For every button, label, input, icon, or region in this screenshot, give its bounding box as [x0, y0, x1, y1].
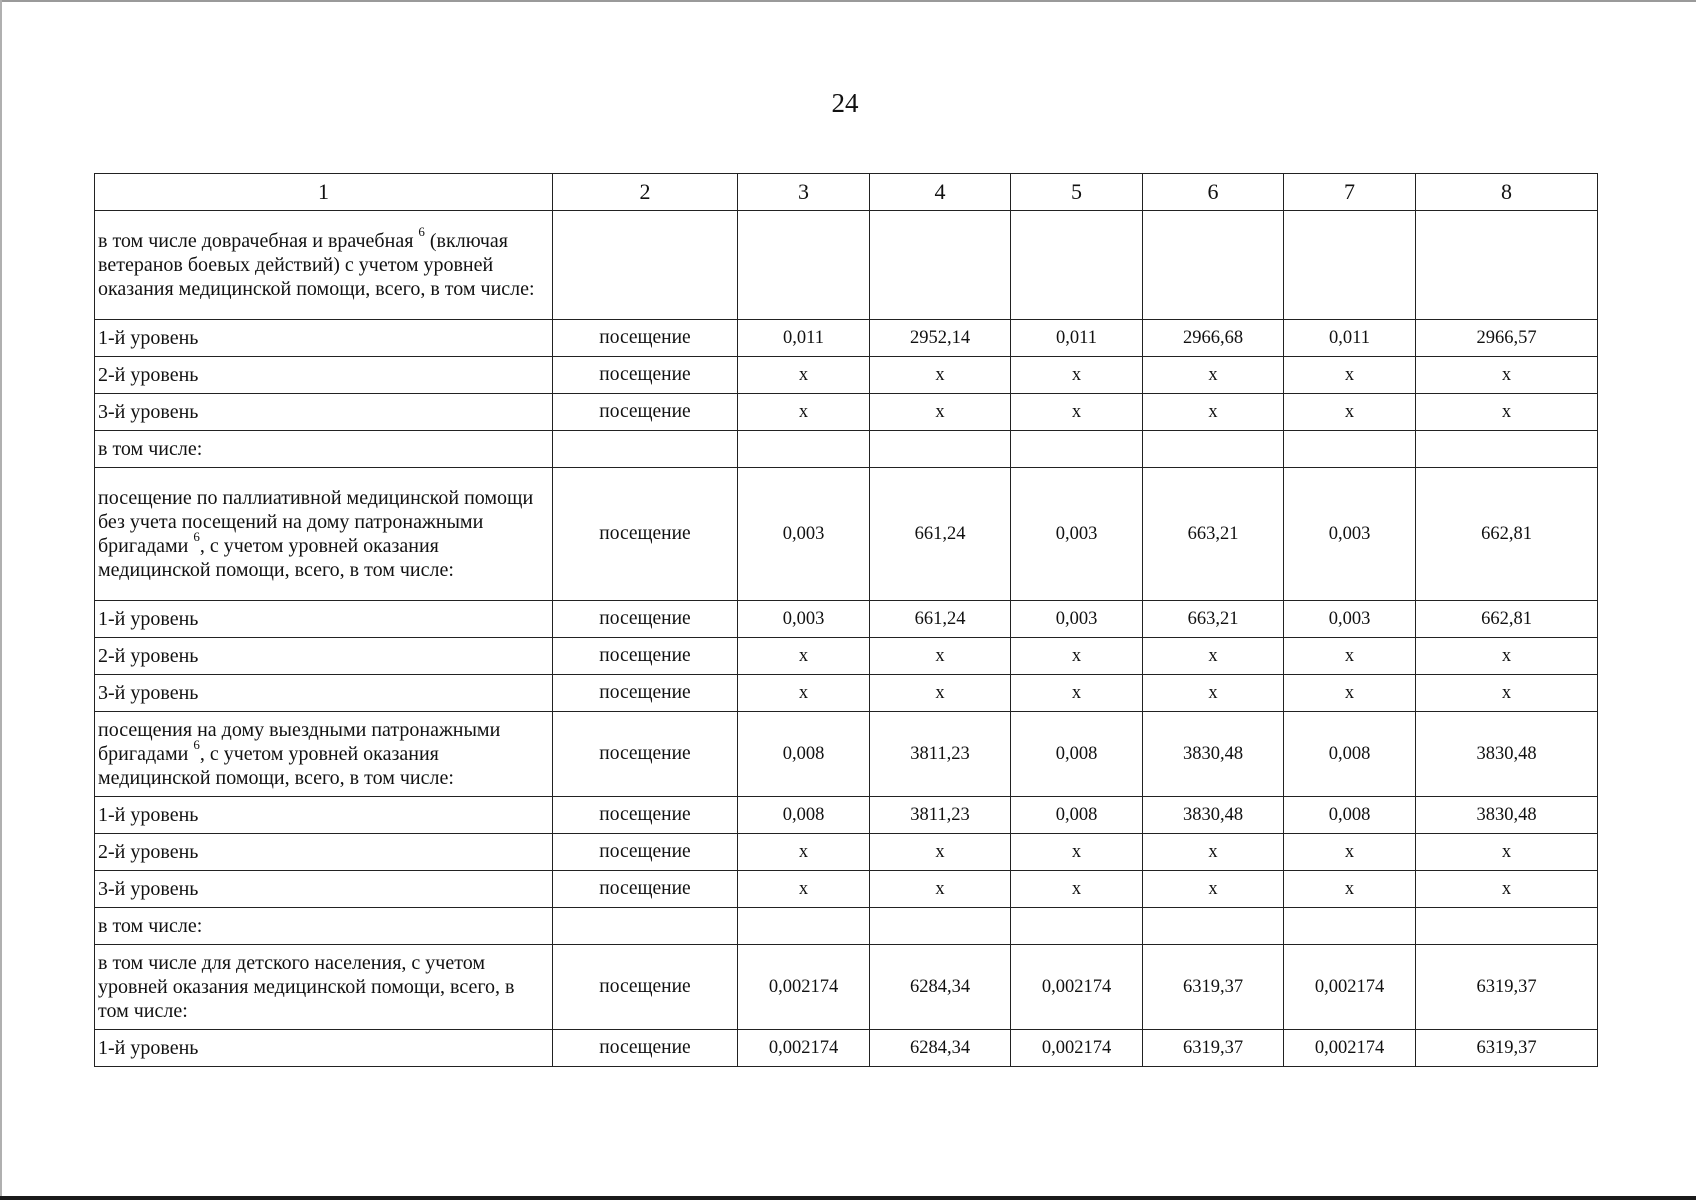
value-cell: 2952,14 [870, 320, 1011, 357]
unit-cell: посещение [553, 394, 738, 431]
value-cell: х [1284, 871, 1416, 908]
value-cell: 3830,48 [1143, 797, 1284, 834]
value-cell: 663,21 [1143, 468, 1284, 601]
table-row [95, 675, 1598, 712]
unit-cell: посещение [553, 1030, 738, 1067]
row-name-text: 1-й уровень [98, 804, 199, 826]
value-cell: х [870, 394, 1011, 431]
unit-cell: посещение [553, 601, 738, 638]
value-cell: х [1143, 394, 1284, 431]
column-number-row [95, 174, 1598, 211]
column-header: 7 [1284, 174, 1416, 211]
value-cell: х [738, 675, 870, 712]
value-cell: х [870, 638, 1011, 675]
value-cell: 3811,23 [870, 712, 1011, 797]
value-cell: х [1284, 394, 1416, 431]
value-cell [1011, 431, 1143, 468]
unit-cell: посещение [553, 468, 738, 601]
value-cell: 6284,34 [870, 945, 1011, 1030]
value-cell: х [870, 834, 1011, 871]
row-name-cell [95, 675, 553, 712]
value-cell: х [1143, 871, 1284, 908]
table-row [95, 394, 1598, 431]
value-cell [1416, 431, 1598, 468]
value-cell: х [738, 394, 870, 431]
row-name-cell [95, 871, 553, 908]
value-cell [1143, 431, 1284, 468]
value-cell: х [738, 871, 870, 908]
value-cell: х [1416, 871, 1598, 908]
value-cell: 0,003 [1011, 468, 1143, 601]
value-cell: 3830,48 [1416, 712, 1598, 797]
value-cell: х [1416, 675, 1598, 712]
value-cell: х [1416, 638, 1598, 675]
value-cell: х [738, 357, 870, 394]
value-cell: 0,002174 [1284, 1030, 1416, 1067]
column-header: 2 [553, 174, 738, 211]
row-name-text: (включая ветеранов боевых действий) с учетом уровней оказания медицинской помощи, всего, в том числе: [98, 230, 535, 300]
page-number: 24 [831, 88, 859, 118]
value-cell: 0,003 [1284, 468, 1416, 601]
value-cell: 0,011 [738, 320, 870, 357]
value-cell: х [870, 357, 1011, 394]
value-cell: х [1416, 394, 1598, 431]
column-header: 5 [1011, 174, 1143, 211]
row-name-text: посещение по паллиативной медицинской помощи без учета посещений на дому патронажными бригадами [98, 487, 534, 557]
value-cell: 0,002174 [1011, 1030, 1143, 1067]
value-cell: 6319,37 [1416, 945, 1598, 1030]
value-cell: 0,002174 [1284, 945, 1416, 1030]
value-cell: 2966,57 [1416, 320, 1598, 357]
value-cell [1143, 908, 1284, 945]
value-cell: х [738, 834, 870, 871]
scan-edge-left [0, 0, 2, 1200]
value-cell: х [738, 638, 870, 675]
value-cell: 0,002174 [1011, 945, 1143, 1030]
value-cell: 663,21 [1143, 601, 1284, 638]
value-cell [1416, 211, 1598, 320]
value-cell [1284, 211, 1416, 320]
row-name-cell [95, 834, 553, 871]
value-cell [1011, 908, 1143, 945]
row-name-text: 3-й уровень [98, 682, 199, 704]
value-cell: х [1011, 638, 1143, 675]
row-name-cell [95, 712, 553, 797]
row-name-cell [95, 1030, 553, 1067]
value-cell: х [1011, 357, 1143, 394]
value-cell: 6319,37 [1143, 945, 1284, 1030]
row-name-text: , с учетом уровней оказания медицинской помощи, всего, в том числе: [98, 535, 454, 581]
unit-cell [553, 211, 738, 320]
unit-cell: посещение [553, 712, 738, 797]
table-row [95, 638, 1598, 675]
value-cell: х [1284, 357, 1416, 394]
table-row [95, 908, 1598, 945]
value-cell: 0,011 [1284, 320, 1416, 357]
row-name-text: посещения на дому выездными патронажными бригадами [98, 719, 501, 765]
row-name-text: , с учетом уровней оказания медицинской помощи, всего, в том числе: [98, 743, 454, 789]
value-cell: 661,24 [870, 601, 1011, 638]
unit-cell [553, 431, 738, 468]
value-cell: х [1011, 871, 1143, 908]
value-cell: 6319,37 [1143, 1030, 1284, 1067]
table-row [95, 468, 1598, 601]
value-cell [870, 908, 1011, 945]
table-row [95, 712, 1598, 797]
unit-cell: посещение [553, 834, 738, 871]
value-cell: х [1143, 834, 1284, 871]
row-name-cell [95, 638, 553, 675]
unit-cell [553, 908, 738, 945]
footnote-marker: 6 [418, 224, 425, 240]
row-name-cell [95, 320, 553, 357]
table-row [95, 834, 1598, 871]
value-cell: 0,011 [1011, 320, 1143, 357]
unit-cell: посещение [553, 357, 738, 394]
scan-edge-top [0, 0, 1696, 2]
row-name-cell [95, 211, 553, 320]
value-cell: 6284,34 [870, 1030, 1011, 1067]
value-cell [870, 211, 1011, 320]
row-name-text: 1-й уровень [98, 608, 199, 630]
row-name-text: 2-й уровень [98, 645, 199, 667]
value-cell: 3830,48 [1416, 797, 1598, 834]
data-table [94, 173, 1598, 1067]
unit-cell: посещение [553, 945, 738, 1030]
value-cell: х [1143, 675, 1284, 712]
value-cell [1011, 211, 1143, 320]
row-name-cell [95, 468, 553, 601]
value-cell: 2966,68 [1143, 320, 1284, 357]
table-row [95, 871, 1598, 908]
value-cell: х [1011, 394, 1143, 431]
unit-cell: посещение [553, 871, 738, 908]
column-header: 8 [1416, 174, 1598, 211]
value-cell: 0,008 [1011, 712, 1143, 797]
table-row [95, 431, 1598, 468]
row-name-text: в том числе доврачебная и врачебная [98, 230, 419, 252]
row-name-text: в том числе для детского населения, с учетом уровней оказания медицинской помощи, всего, в том числе: [98, 952, 515, 1022]
column-header: 1 [95, 174, 553, 211]
table-row [95, 601, 1598, 638]
row-name-text: 3-й уровень [98, 878, 199, 900]
row-name-text: 1-й уровень [98, 1037, 199, 1059]
value-cell: 0,003 [738, 468, 870, 601]
row-name-cell [95, 908, 553, 945]
table-row [95, 797, 1598, 834]
value-cell [870, 431, 1011, 468]
table-row [95, 1030, 1598, 1067]
unit-cell: посещение [553, 797, 738, 834]
value-cell [738, 908, 870, 945]
value-cell: х [1416, 834, 1598, 871]
value-cell [1143, 211, 1284, 320]
row-name-text: в том числе: [98, 915, 203, 937]
row-name-text: 2-й уровень [98, 364, 199, 386]
row-name-text: 3-й уровень [98, 401, 199, 423]
value-cell: 0,008 [738, 712, 870, 797]
value-cell: х [870, 871, 1011, 908]
value-cell: 662,81 [1416, 468, 1598, 601]
row-name-cell [95, 797, 553, 834]
row-name-cell [95, 394, 553, 431]
row-name-cell [95, 945, 553, 1030]
unit-cell: посещение [553, 320, 738, 357]
value-cell: 0,002174 [738, 945, 870, 1030]
value-cell: 0,008 [738, 797, 870, 834]
table-row [95, 211, 1598, 320]
value-cell: 0,002174 [738, 1030, 870, 1067]
value-cell: 0,003 [1011, 601, 1143, 638]
value-cell: 0,003 [1284, 601, 1416, 638]
value-cell: х [1284, 834, 1416, 871]
value-cell: х [1011, 834, 1143, 871]
value-cell: х [870, 675, 1011, 712]
table-row [95, 320, 1598, 357]
value-cell: х [1284, 675, 1416, 712]
value-cell: 662,81 [1416, 601, 1598, 638]
value-cell [1416, 908, 1598, 945]
value-cell: 0,008 [1011, 797, 1143, 834]
row-name-cell [95, 601, 553, 638]
unit-cell: посещение [553, 638, 738, 675]
value-cell [1284, 908, 1416, 945]
row-name-cell [95, 357, 553, 394]
value-cell: х [1284, 638, 1416, 675]
row-name-cell [95, 431, 553, 468]
scan-edge-bottom [0, 1196, 1696, 1200]
column-header: 3 [738, 174, 870, 211]
value-cell: 6319,37 [1416, 1030, 1598, 1067]
value-cell: 661,24 [870, 468, 1011, 601]
table-row [95, 945, 1598, 1030]
row-name-text: 1-й уровень [98, 327, 199, 349]
value-cell [1284, 431, 1416, 468]
table-row [95, 357, 1598, 394]
value-cell: 0,008 [1284, 712, 1416, 797]
value-cell: 3830,48 [1143, 712, 1284, 797]
value-cell: 0,003 [738, 601, 870, 638]
value-cell: х [1143, 638, 1284, 675]
footnote-marker: 6 [193, 737, 200, 753]
value-cell: х [1416, 357, 1598, 394]
row-name-text: 2-й уровень [98, 841, 199, 863]
value-cell [738, 431, 870, 468]
unit-cell: посещение [553, 675, 738, 712]
column-header: 6 [1143, 174, 1284, 211]
value-cell: х [1011, 675, 1143, 712]
row-name-text: в том числе: [98, 438, 203, 460]
value-cell: х [1143, 357, 1284, 394]
value-cell: 3811,23 [870, 797, 1011, 834]
footnote-marker: 6 [193, 529, 200, 545]
value-cell: 0,008 [1284, 797, 1416, 834]
column-header: 4 [870, 174, 1011, 211]
value-cell [738, 211, 870, 320]
